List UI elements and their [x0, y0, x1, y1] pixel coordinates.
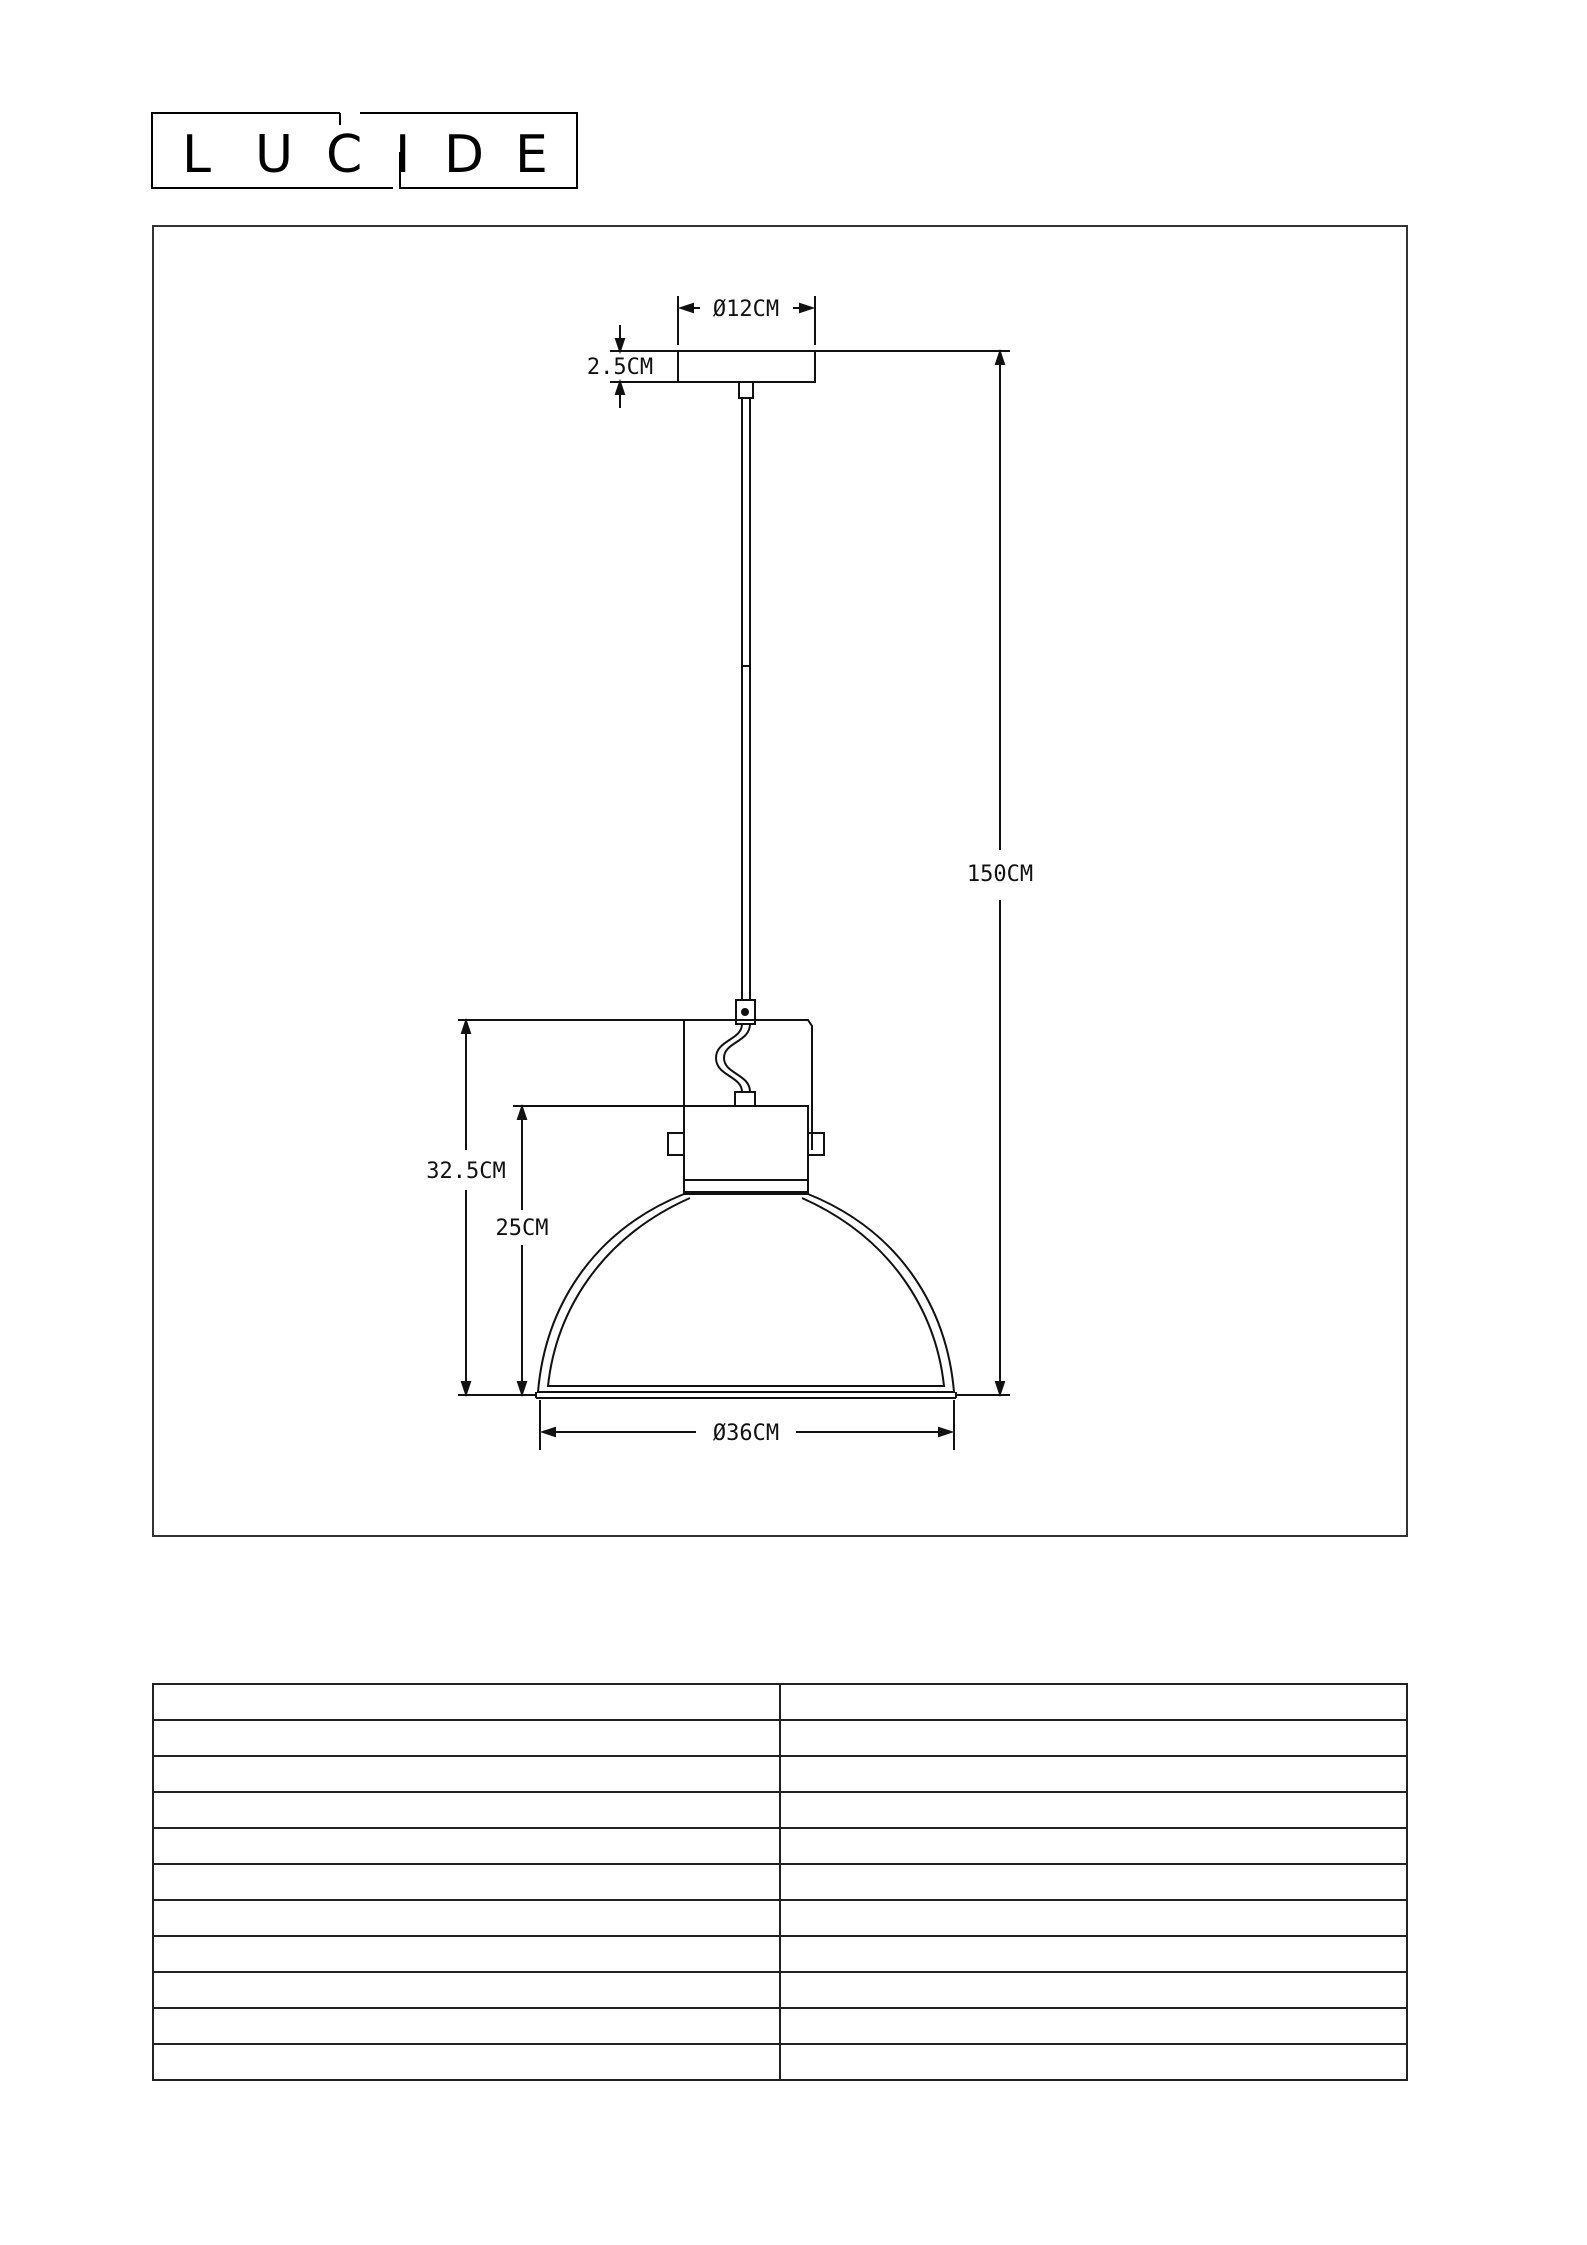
- spec-value-cell: [780, 1720, 1407, 1756]
- canopy-diameter-label: Ø12CM: [712, 297, 780, 322]
- table-row: [153, 2044, 1407, 2080]
- spec-label-cell: [153, 1972, 780, 2008]
- table-row: [153, 1864, 1407, 1900]
- brand-logo: [0, 0, 600, 200]
- technical-drawing-frame: [152, 225, 1408, 1537]
- spec-label-cell: [153, 2044, 780, 2080]
- fixture-height-label: 32.5CM: [426, 1159, 506, 1184]
- table-row: [153, 1684, 1407, 1720]
- spec-label-cell: [153, 1864, 780, 1900]
- table-row: [153, 2008, 1407, 2044]
- spec-value-cell: [780, 2044, 1407, 2080]
- spec-label-cell: [153, 1828, 780, 1864]
- spec-label-cell: [153, 1936, 780, 1972]
- spec-label-cell: [153, 1900, 780, 1936]
- table-row: [153, 1936, 1407, 1972]
- total-height-label: 150CM: [966, 862, 1034, 887]
- canopy-height-label: 2.5CM: [586, 355, 654, 380]
- spec-label-cell: [153, 1684, 780, 1720]
- table-row: [153, 1972, 1407, 2008]
- spec-label-cell: [153, 2008, 780, 2044]
- table-row: [153, 1828, 1407, 1864]
- table-row: [153, 1792, 1407, 1828]
- spec-label-cell: [153, 1756, 780, 1792]
- svg-text:I: I: [395, 125, 411, 185]
- spec-value-cell: [780, 1972, 1407, 2008]
- logo-letters: [182, 125, 548, 185]
- spec-value-cell: [780, 1684, 1407, 1720]
- table-row: [153, 1720, 1407, 1756]
- spec-table: [152, 1683, 1408, 2081]
- spec-value-cell: [780, 1828, 1407, 1864]
- shade-height-label: 25CM: [495, 1216, 549, 1241]
- svg-text:D: D: [444, 125, 485, 185]
- svg-text:E: E: [515, 125, 548, 185]
- spec-value-cell: [780, 1864, 1407, 1900]
- table-row: [153, 1900, 1407, 1936]
- svg-text:U: U: [255, 125, 294, 185]
- table-row: [153, 1756, 1407, 1792]
- shade-diameter-label: Ø36CM: [712, 1421, 780, 1446]
- spec-label-cell: [153, 1792, 780, 1828]
- spec-value-cell: [780, 1900, 1407, 1936]
- spec-value-cell: [780, 1756, 1407, 1792]
- spec-value-cell: [780, 1792, 1407, 1828]
- spec-value-cell: [780, 1936, 1407, 1972]
- spec-label-cell: [153, 1720, 780, 1756]
- svg-text:C: C: [326, 125, 363, 185]
- spec-value-cell: [780, 2008, 1407, 2044]
- svg-text:L: L: [182, 125, 211, 185]
